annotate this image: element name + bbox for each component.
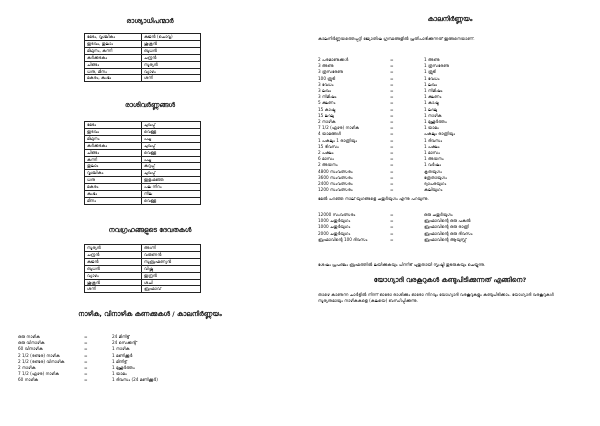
table-row xyxy=(85,170,201,177)
item-quantity: 1200 സംവത്സരം xyxy=(318,187,353,193)
item-quantity: 4800 സംവത്സരം xyxy=(318,168,353,174)
equals-sign: = xyxy=(390,75,394,81)
equals-sign: = xyxy=(84,371,88,377)
rashi-lords-table xyxy=(84,33,201,82)
question-heading: യോഗ്യാദി വരകൂറുകൾ കണ്ടുപിടിക്കുന്നത് എങ്ങിനെ? xyxy=(373,276,527,284)
item-quantity: 2 നാഴിക xyxy=(318,119,336,125)
row-value: ശചി xyxy=(142,279,201,286)
table-row xyxy=(85,149,201,156)
equals-sign: = xyxy=(84,346,88,352)
yuga-note: മേൽ പറഞ്ഞ നാല് യുഗങ്ങളെ ചതുർയുഗം എന്നു പറയുന്നു. xyxy=(318,196,429,201)
item-quantity: 2400 സംവത്സരം xyxy=(318,181,353,187)
row-key: തുലാം xyxy=(85,163,142,170)
right-column xyxy=(300,0,600,426)
table-row xyxy=(85,191,201,198)
row-key: മിഥുനം xyxy=(85,135,142,142)
equals-sign: = xyxy=(390,94,394,100)
row-value: പച്ച xyxy=(142,156,201,163)
row-key: ഇടവം xyxy=(85,128,142,135)
item-quantity: 5 ക്ഷണം xyxy=(318,100,336,106)
row-value: പല നിറം xyxy=(142,184,201,191)
item-equivalent: കൃതയുഗം xyxy=(424,168,442,174)
table-row xyxy=(85,245,201,252)
table-row xyxy=(85,135,201,142)
item-quantity: ബ്രഹ്മാവിന്റെ 100 ദിവസം xyxy=(318,236,368,242)
list-item xyxy=(318,187,455,193)
item-equivalent: 1 അണു xyxy=(424,57,440,62)
table-row xyxy=(85,128,201,135)
item-quantity: 2 നാഴിക xyxy=(18,365,36,371)
row-value: സൂര്യൻ xyxy=(142,61,201,68)
row-value: നീല xyxy=(142,191,201,198)
row-value: ബ്രഹ്മാവ് xyxy=(142,286,201,293)
row-key: കുംഭം xyxy=(85,191,142,198)
table-row xyxy=(85,142,201,149)
planet-deities-table xyxy=(84,244,201,293)
equals-sign: = xyxy=(390,63,394,69)
item-quantity: 60 വിനാഴിക xyxy=(18,346,43,352)
table-row xyxy=(85,251,201,258)
equals-sign: = xyxy=(390,150,394,156)
item-quantity: 1000 ചതുർയുഗം xyxy=(318,224,351,230)
item-equivalent: ഒരു ചതുർയുഗം xyxy=(424,212,453,217)
item-quantity: 3 ലവം xyxy=(318,88,332,94)
row-key: കന്നി xyxy=(85,156,142,163)
item-quantity: 7 1/2 (ഏഴര) നാഴിക xyxy=(18,371,60,377)
item-quantity: 2 പക്ഷം xyxy=(318,150,334,156)
table-row xyxy=(85,40,201,47)
table-row xyxy=(85,122,201,129)
item-quantity: 12000 സംവത്സരം xyxy=(318,212,356,217)
table-row xyxy=(85,61,201,68)
answer-paragraph: താഴെ കാണുന്ന ചാർട്ടിൽ നിന്ന് ഓരോ രാശിക്കും ഓരോ നിറവും യോഗ്യാദി വരകൂറുകളും കണ്ടുപിടിക്കാം. യോഗ്യാദി വരകൂറുകൾ സൂര്യനുമായും നാഴികകളെ (കലയെ) ബന്ധിപ്പിക്കുന്നു. xyxy=(318,292,555,304)
table-row xyxy=(85,265,201,272)
row-value: കറുപ്പ് xyxy=(142,163,201,170)
table-row xyxy=(85,177,201,184)
item-equivalent: ബ്രഹ്മാവിന്റെ ഒരു പകൽ xyxy=(424,218,471,224)
item-quantity: 2 പരമാണുക്കൾ xyxy=(318,57,349,62)
equals-sign: = xyxy=(390,125,394,131)
equals-sign: = xyxy=(84,352,88,358)
row-value: വരുണൻ xyxy=(142,251,201,258)
item-equivalent: 24 മിനിട്ട് xyxy=(112,334,130,339)
table-row xyxy=(85,54,201,61)
item-equivalent: പകലും രാത്രിയും xyxy=(424,131,455,137)
intro-paragraph: കാലനിർണ്ണയത്തെപ്പറ്റി ജ്യോതിഷ ഗ്രന്ഥങ്ങളിൽ പ്രതിപാദിക്കുന്നത് ഇങ്ങനെയാണ്. xyxy=(318,36,475,41)
row-value: വ്യാഴം xyxy=(142,68,201,75)
item-equivalent: 1 ത്രുടി xyxy=(424,69,436,75)
row-key: ഇടവം, തുലാം xyxy=(85,40,142,47)
equals-sign: = xyxy=(84,365,88,371)
item-equivalent: 1 മിനിട്ട് xyxy=(112,358,127,364)
equals-sign: = xyxy=(390,100,394,106)
item-quantity: 2000 ചതുർയുഗം xyxy=(318,230,351,236)
equals-sign: = xyxy=(390,174,394,180)
equals-sign: = xyxy=(390,57,394,62)
equals-sign: = xyxy=(390,212,394,217)
row-key: മേടം xyxy=(85,122,142,129)
table-row xyxy=(85,184,201,191)
equals-sign: = xyxy=(84,377,88,383)
item-equivalent: 1 പക്ഷം xyxy=(424,143,440,149)
table-row xyxy=(85,47,201,54)
equals-sign: = xyxy=(84,358,88,364)
item-equivalent: 1 ത്രസരേണു xyxy=(424,63,450,69)
brahma-cycle-list xyxy=(318,212,473,243)
row-key: കർക്കടകം xyxy=(85,54,142,61)
list-item xyxy=(18,377,158,383)
table-row xyxy=(85,258,201,265)
equals-sign: = xyxy=(390,143,394,149)
item-equivalent: 1 ലവം xyxy=(424,81,438,87)
item-equivalent: 1 വർഷം xyxy=(424,162,441,168)
item-equivalent: 1 മുഹൂർത്തം xyxy=(424,119,447,125)
equals-sign: = xyxy=(390,131,394,137)
item-equivalent: 1 നാഴിക xyxy=(424,112,442,118)
equals-sign: = xyxy=(84,340,88,346)
table-row xyxy=(85,272,201,279)
item-equivalent: 1 ലഘു xyxy=(424,106,438,112)
row-key: ചിങ്ങം xyxy=(85,149,142,156)
equals-sign: = xyxy=(390,224,394,230)
row-key: കുജൻ xyxy=(85,258,142,265)
row-value: വെള്ള xyxy=(142,197,201,204)
item-equivalent: ത്രേതായുഗം xyxy=(424,174,447,180)
rashi-colors-title: രാശിവർണ്ണങ്ങൾ xyxy=(124,101,176,109)
table-row xyxy=(85,75,201,82)
equals-sign: = xyxy=(390,88,394,94)
equals-sign: = xyxy=(390,218,394,224)
row-key: സൂര്യൻ xyxy=(85,245,142,252)
rashi-lords-title: രാശ്യാധിപന്മാർ xyxy=(126,17,174,25)
row-key: മകരം, കുംഭം xyxy=(85,75,142,82)
row-value: സുബ്രഹ്മണ്യൻ xyxy=(142,258,201,265)
item-equivalent: 1 യാമം xyxy=(112,371,127,377)
table-row xyxy=(85,68,201,75)
planet-deities-title: നവഗ്രഹങ്ങളുടെ ദേവതകൾ xyxy=(108,226,192,234)
equals-sign: = xyxy=(390,112,394,118)
table-row xyxy=(85,286,201,293)
row-value: കുജൻ (ചൊവ്വ) xyxy=(142,34,201,41)
equals-sign: = xyxy=(84,334,88,339)
equals-sign: = xyxy=(390,156,394,162)
equals-sign: = xyxy=(390,187,394,193)
row-value: അഗ്നി xyxy=(142,245,201,252)
row-value: ചുവപ്പ് xyxy=(142,170,201,177)
row-key: വ്യാഴം xyxy=(85,272,142,279)
equals-sign: = xyxy=(390,137,394,143)
item-quantity: 15 കാഷ്ഠ xyxy=(318,106,336,112)
table-row xyxy=(85,163,201,170)
row-value: വെള്ള xyxy=(142,149,201,156)
table-row xyxy=(85,34,201,41)
item-equivalent: 1 വേധം xyxy=(424,75,440,81)
row-key: ചിങ്ങം xyxy=(85,61,142,68)
time-measure-list xyxy=(318,57,455,193)
row-key: ധനു, മീനം xyxy=(85,68,142,75)
table-row xyxy=(85,279,201,286)
item-quantity: ഒരു വിനാഴിക xyxy=(18,340,45,346)
row-key: ശുക്രൻ xyxy=(85,279,142,286)
item-equivalent: ബ്രഹ്മാവിന്റെ ആയുസ്സ് xyxy=(424,236,467,242)
item-equivalent: 24 സെക്കന്റ് xyxy=(112,340,137,346)
closing-note: ശേഷം പ്രപഞ്ചം ബ്രഹ്മത്തിൽ ലയിക്കുകയും പിന്നീട് പുതുതായി സൃഷ്ടി തുടരുകയും ചെയ്യുന്നു. xyxy=(318,262,486,267)
item-equivalent: 1 മാസം xyxy=(424,150,440,156)
item-equivalent: 1 യാമം xyxy=(424,125,439,131)
row-value: വിഷ്ണു xyxy=(142,265,201,272)
row-key: ധനു xyxy=(85,177,142,184)
item-equivalent: 1 അയനം xyxy=(424,156,444,162)
item-quantity: 15 ദിവസം xyxy=(318,143,339,149)
item-quantity: 6 മാസം xyxy=(318,156,334,162)
row-key: മകരം xyxy=(85,184,142,191)
item-quantity: 2 1/2 (രണ്ടര) നാഴിക xyxy=(18,352,60,358)
equals-sign: = xyxy=(390,69,394,75)
rashi-colors-table xyxy=(84,121,201,205)
time-units-title: നാഴിക, വിനാഴിക കണക്കുകൾ / കാലനിർണ്ണയം xyxy=(78,310,222,318)
time-units-list xyxy=(18,334,158,384)
item-quantity: ഒരു നാഴിക xyxy=(18,334,41,339)
item-equivalent: കലിയുഗം xyxy=(424,187,443,193)
equals-sign: = xyxy=(390,168,394,174)
kalanirnayam-title: കാലനിർണ്ണയം xyxy=(427,15,473,23)
item-quantity: 4 യാമങ്ങൾ xyxy=(318,131,342,137)
equals-sign: = xyxy=(390,106,394,112)
item-quantity: 3 വേധം xyxy=(318,81,334,87)
item-quantity: 15 ലഘു xyxy=(318,112,334,118)
list-item xyxy=(318,237,473,243)
item-equivalent: 1 മണിക്കൂർ xyxy=(112,352,133,358)
row-value: ചുവപ്പ് xyxy=(142,122,201,129)
row-key: ബുധൻ xyxy=(85,265,142,272)
item-equivalent: 1 കാഷ്ഠ xyxy=(424,100,439,106)
item-quantity: 3 ത്രസരേണു xyxy=(318,69,344,75)
row-key: വൃശ്ചികം xyxy=(85,170,142,177)
row-value: ഇന്ദ്രൻ xyxy=(142,272,201,279)
item-quantity: 3 നിമിഷം xyxy=(318,94,337,100)
equals-sign: = xyxy=(390,236,394,242)
table-row xyxy=(85,156,201,163)
item-quantity: 2 അയനം xyxy=(318,162,338,168)
item-quantity: 3 അണു xyxy=(318,63,334,69)
row-key: മേടം, വൃശ്ചികം xyxy=(85,34,142,41)
item-equivalent: ബ്രഹ്മാവിന്റെ ഒരു രാത്രി xyxy=(424,224,470,230)
row-value: ബുധൻ xyxy=(142,47,201,54)
item-equivalent: ദ്വാപരയുഗം xyxy=(424,181,447,187)
row-key: കർക്കടകം xyxy=(85,142,142,149)
row-value: ശനി xyxy=(142,75,201,82)
item-equivalent: 1 ദിവസം xyxy=(424,137,443,143)
item-quantity: 7 1/2 (ഏഴര) നാഴിക xyxy=(318,125,360,131)
row-value: ശുക്രൻ xyxy=(142,40,201,47)
equals-sign: = xyxy=(390,181,394,187)
item-quantity: 2 1/2 (രണ്ടര) വിനാഴിക xyxy=(18,358,65,364)
item-quantity: 1 പകലും 1 രാത്രിയും xyxy=(318,137,357,143)
row-value: ഇളംമഞ്ഞ xyxy=(142,177,201,184)
equals-sign: = xyxy=(390,162,394,168)
item-equivalent: ബ്രഹ്മാവിന്റെ ഒരു ദിവസം xyxy=(424,230,473,236)
item-quantity: 1000 ചതുർയുഗം xyxy=(318,218,351,224)
item-equivalent: 1 നിമിഷം xyxy=(424,88,443,94)
row-value: ചുവപ്പ് xyxy=(142,142,201,149)
equals-sign: = xyxy=(390,119,394,125)
item-quantity: 60 നാഴിക xyxy=(18,377,39,383)
item-quantity: 100 ത്രുടി xyxy=(318,75,336,81)
row-key: ചന്ദ്രൻ xyxy=(85,251,142,258)
item-equivalent: 1 ദിവസം (24 മണിക്കൂർ) xyxy=(112,377,158,383)
row-key: ശനി xyxy=(85,286,142,293)
row-value: ചന്ദ്രൻ xyxy=(142,54,201,61)
item-equivalent: 1 നാഴിക xyxy=(112,346,130,352)
item-equivalent: 1 മുഹൂർത്തം xyxy=(112,365,135,371)
row-value: വെള്ള xyxy=(142,128,201,135)
item-quantity: 3600 സംവത്സരം xyxy=(318,174,353,180)
equals-sign: = xyxy=(390,81,394,87)
row-value: പച്ച xyxy=(142,135,201,142)
row-key: മിഥുനം, കന്നി xyxy=(85,47,142,54)
item-equivalent: 1 ക്ഷണം xyxy=(424,94,442,100)
table-row xyxy=(85,197,201,204)
row-key: മീനം xyxy=(85,197,142,204)
equals-sign: = xyxy=(390,230,394,236)
